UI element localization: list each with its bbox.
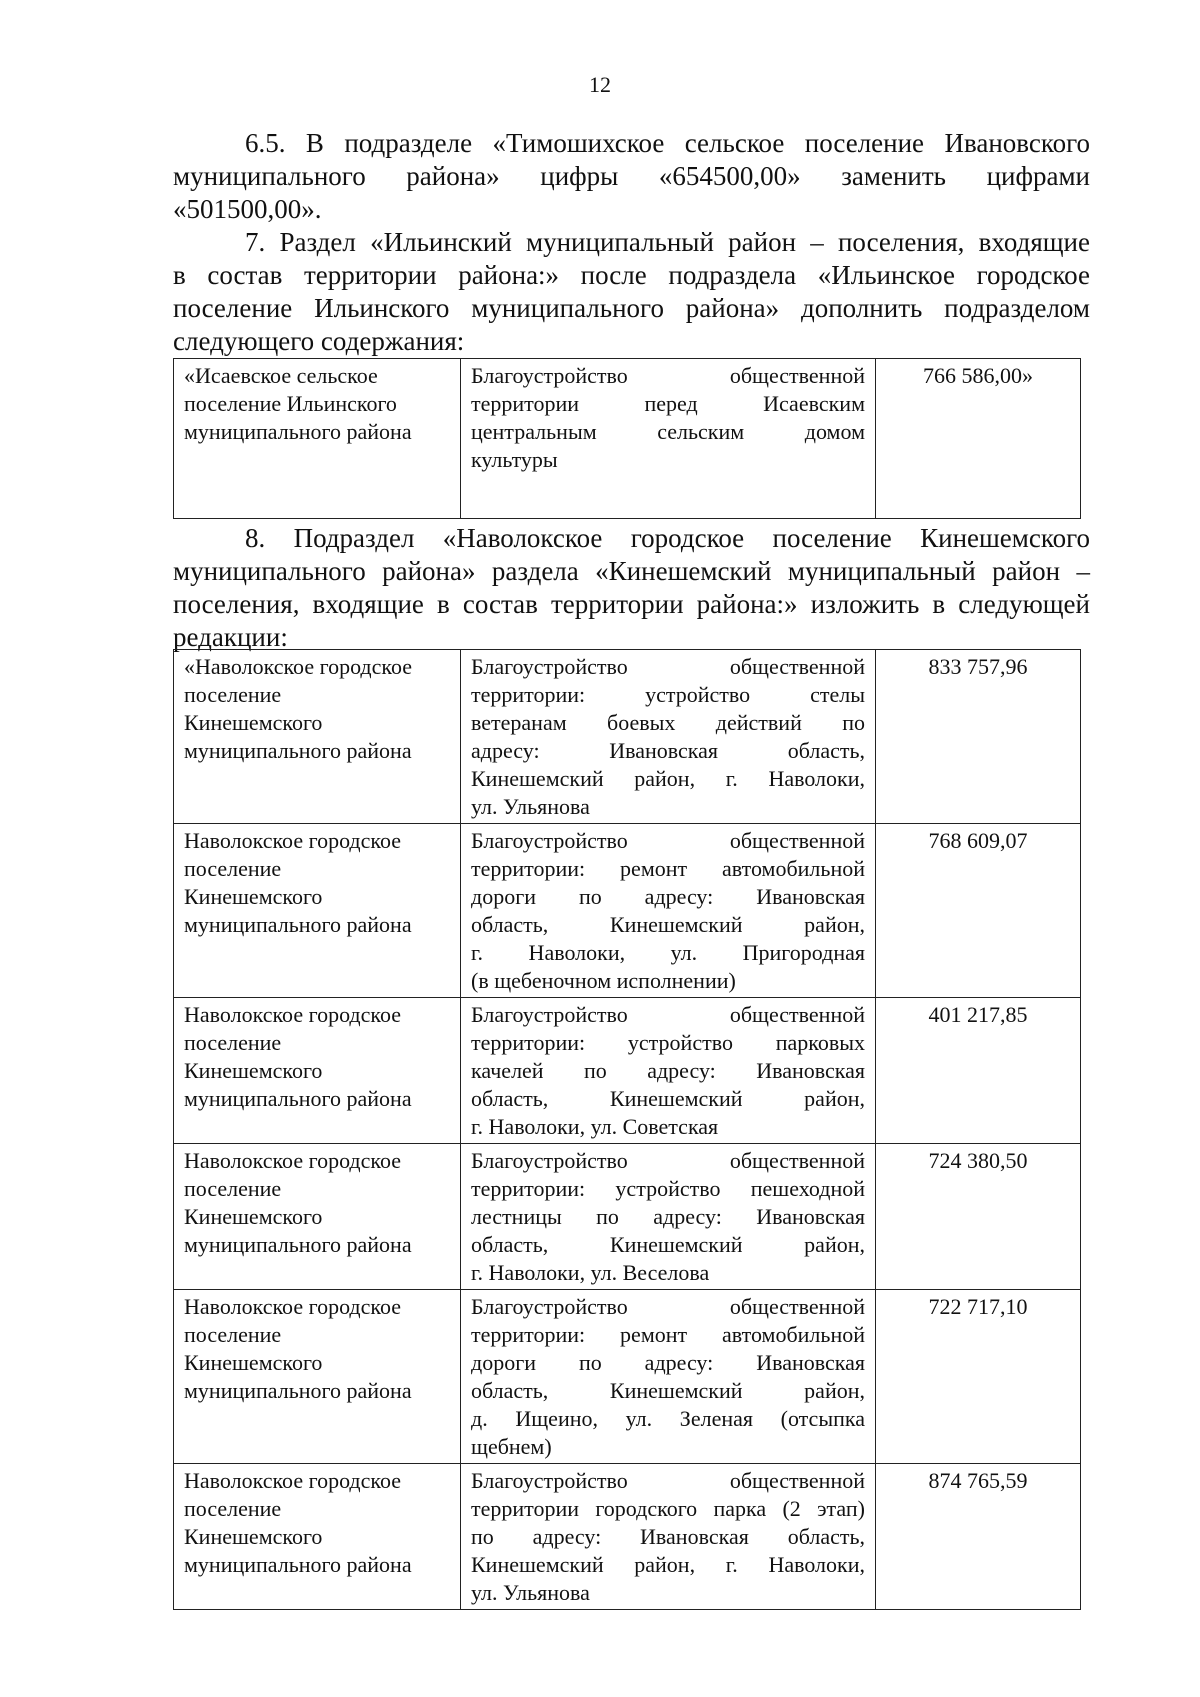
description-cell — [461, 1144, 876, 1290]
amount-cell: 768 609,07 — [876, 824, 1081, 998]
description-line: дороги по адресу: Ивановская — [471, 1350, 865, 1375]
description-line: Благоустройство общественной — [471, 1294, 865, 1319]
amount-cell: 401 217,85 — [876, 998, 1081, 1144]
settlement-line: Кинешемского — [184, 1058, 323, 1083]
paragraph-6-5 — [173, 127, 1090, 226]
description-line: Благоустройство общественной — [471, 1468, 865, 1493]
amount-cell: 724 380,50 — [876, 1144, 1081, 1290]
description-line: г. Наволоки, ул. Советская — [471, 1114, 719, 1139]
settlement-line: муниципального района — [184, 419, 412, 444]
settlement-line: муниципального района — [184, 738, 412, 763]
settlement-line: поселение — [184, 1322, 282, 1347]
description-line: Благоустройство общественной — [471, 363, 865, 388]
description-line: Благоустройство общественной — [471, 828, 865, 853]
description-cell — [461, 1464, 876, 1610]
settlement-line: поселение — [184, 856, 282, 881]
settlement-cell — [174, 1464, 461, 1610]
isaevskoe-table — [173, 358, 1081, 519]
description-line: лестницы по адресу: Ивановская — [471, 1204, 865, 1229]
description-cell — [461, 998, 876, 1144]
description-line: область, Кинешемский район, — [471, 912, 865, 937]
settlement-cell — [174, 1290, 461, 1464]
settlement-line: муниципального района — [184, 1086, 412, 1111]
description-line: область, Кинешемский район, — [471, 1232, 865, 1257]
paragraph-line: 8. Подраздел «Наволокское городское поселение Кинешемского — [245, 523, 1090, 553]
description-line: область, Кинешемский район, — [471, 1086, 865, 1111]
description-line: территории: ремонт автомобильной — [471, 856, 865, 881]
table-row — [174, 1464, 1081, 1610]
settlement-line: муниципального района — [184, 1378, 412, 1403]
amount-cell: 722 717,10 — [876, 1290, 1081, 1464]
description-line: Благоустройство общественной — [471, 1002, 865, 1027]
description-line: по адресу: Ивановская область, — [471, 1524, 865, 1549]
description-line: центральным сельским домом — [471, 419, 865, 444]
description-cell — [461, 650, 876, 824]
table-row — [174, 1290, 1081, 1464]
description-line: область, Кинешемский район, — [471, 1378, 865, 1403]
settlement-line: муниципального района — [184, 912, 412, 937]
paragraph-line: муниципального района» цифры «654500,00» заменить цифрами — [173, 161, 1090, 191]
description-line: территории: устройство пешеходной — [471, 1176, 865, 1201]
paragraph-line: поселения, входящие в состав территории района:» изложить в следующей — [173, 589, 1090, 619]
table-row — [174, 359, 1081, 519]
paragraph-line: следующего содержания: — [173, 326, 465, 356]
settlement-line: Наволокское городское — [184, 1468, 401, 1493]
table-row — [174, 1144, 1081, 1290]
settlement-line: поселение — [184, 1030, 282, 1055]
description-line: Благоустройство общественной — [471, 1148, 865, 1173]
paragraph-line: «501500,00». — [173, 194, 322, 224]
description-line: г. Наволоки, ул. Пригородная — [471, 940, 865, 965]
description-line: Кинешемский район, г. Наволоки, — [471, 766, 865, 791]
settlement-line: Наволокское городское — [184, 828, 401, 853]
amount-cell: 766 586,00» — [876, 359, 1081, 519]
table-row — [174, 824, 1081, 998]
amount-cell: 833 757,96 — [876, 650, 1081, 824]
settlement-cell — [174, 359, 461, 519]
settlement-cell — [174, 824, 461, 998]
settlement-line: муниципального района — [184, 1552, 412, 1577]
settlement-line: муниципального района — [184, 1232, 412, 1257]
description-line: качелей по адресу: Ивановская — [471, 1058, 865, 1083]
settlement-line: Кинешемского — [184, 710, 323, 735]
description-line: ветеранам боевых действий по — [471, 710, 865, 735]
settlement-line: Наволокское городское — [184, 1002, 401, 1027]
description-line: территории: ремонт автомобильной — [471, 1322, 865, 1347]
settlement-cell — [174, 998, 461, 1144]
description-line: территории городского парка (2 этап) — [471, 1496, 865, 1521]
settlement-cell — [174, 650, 461, 824]
description-line: г. Наволоки, ул. Веселова — [471, 1260, 710, 1285]
description-line: ул. Ульянова — [471, 794, 590, 819]
paragraph-line: в состав территории района:» после подраздела «Ильинское городское — [173, 260, 1090, 290]
settlement-line: Наволокское городское — [184, 1294, 401, 1319]
page-number: 12 — [589, 72, 611, 97]
paragraph-line: редакции: — [173, 622, 288, 652]
description-cell — [461, 359, 876, 519]
settlement-line: Кинешемского — [184, 1204, 323, 1229]
paragraph-7 — [173, 226, 1090, 358]
description-line: (в щебеночном исполнении) — [471, 968, 736, 993]
paragraph-line: поселение Ильинского муниципального района» дополнить подразделом — [173, 293, 1090, 323]
settlement-line: поселение — [184, 1176, 282, 1201]
settlement-cell — [174, 1144, 461, 1290]
amount-cell: 874 765,59 — [876, 1464, 1081, 1610]
description-line: щебнем) — [471, 1434, 552, 1459]
settlement-line: Кинешемского — [184, 884, 323, 909]
description-line: адресу: Ивановская область, — [471, 738, 865, 763]
settlement-line: «Наволокское городское — [184, 654, 412, 679]
table-row — [174, 998, 1081, 1144]
settlement-line: Кинешемского — [184, 1350, 323, 1375]
description-cell — [461, 824, 876, 998]
description-line: территории: устройство стелы — [471, 682, 865, 707]
description-line: д. Ищеино, ул. Зеленая (отсыпка — [471, 1406, 865, 1431]
paragraph-line: муниципального района» раздела «Кинешемский муниципальный район – — [173, 556, 1090, 586]
paragraph-line: 6.5. В подразделе «Тимошихское сельское поселение Ивановского — [245, 128, 1090, 158]
paragraph-8 — [173, 522, 1090, 654]
settlement-line: Наволокское городское — [184, 1148, 401, 1173]
description-line: территории: устройство парковых — [471, 1030, 865, 1055]
description-line: территории перед Исаевским — [471, 391, 865, 416]
description-line: культуры — [471, 447, 558, 472]
settlement-line: поселение — [184, 1496, 282, 1521]
settlement-line: «Исаевское сельское — [184, 363, 378, 388]
table-row — [174, 650, 1081, 824]
description-line: дороги по адресу: Ивановская — [471, 884, 865, 909]
description-line: Кинешемский район, г. Наволоки, — [471, 1552, 865, 1577]
description-line: ул. Ульянова — [471, 1580, 590, 1605]
settlement-line: поселение — [184, 682, 282, 707]
description-line: Благоустройство общественной — [471, 654, 865, 679]
settlement-line: поселение Ильинского — [184, 391, 397, 416]
settlement-line: Кинешемского — [184, 1524, 323, 1549]
paragraph-line: 7. Раздел «Ильинский муниципальный район – поселения, входящие — [245, 227, 1090, 257]
navolokskoe-table — [173, 649, 1081, 1610]
description-cell — [461, 1290, 876, 1464]
